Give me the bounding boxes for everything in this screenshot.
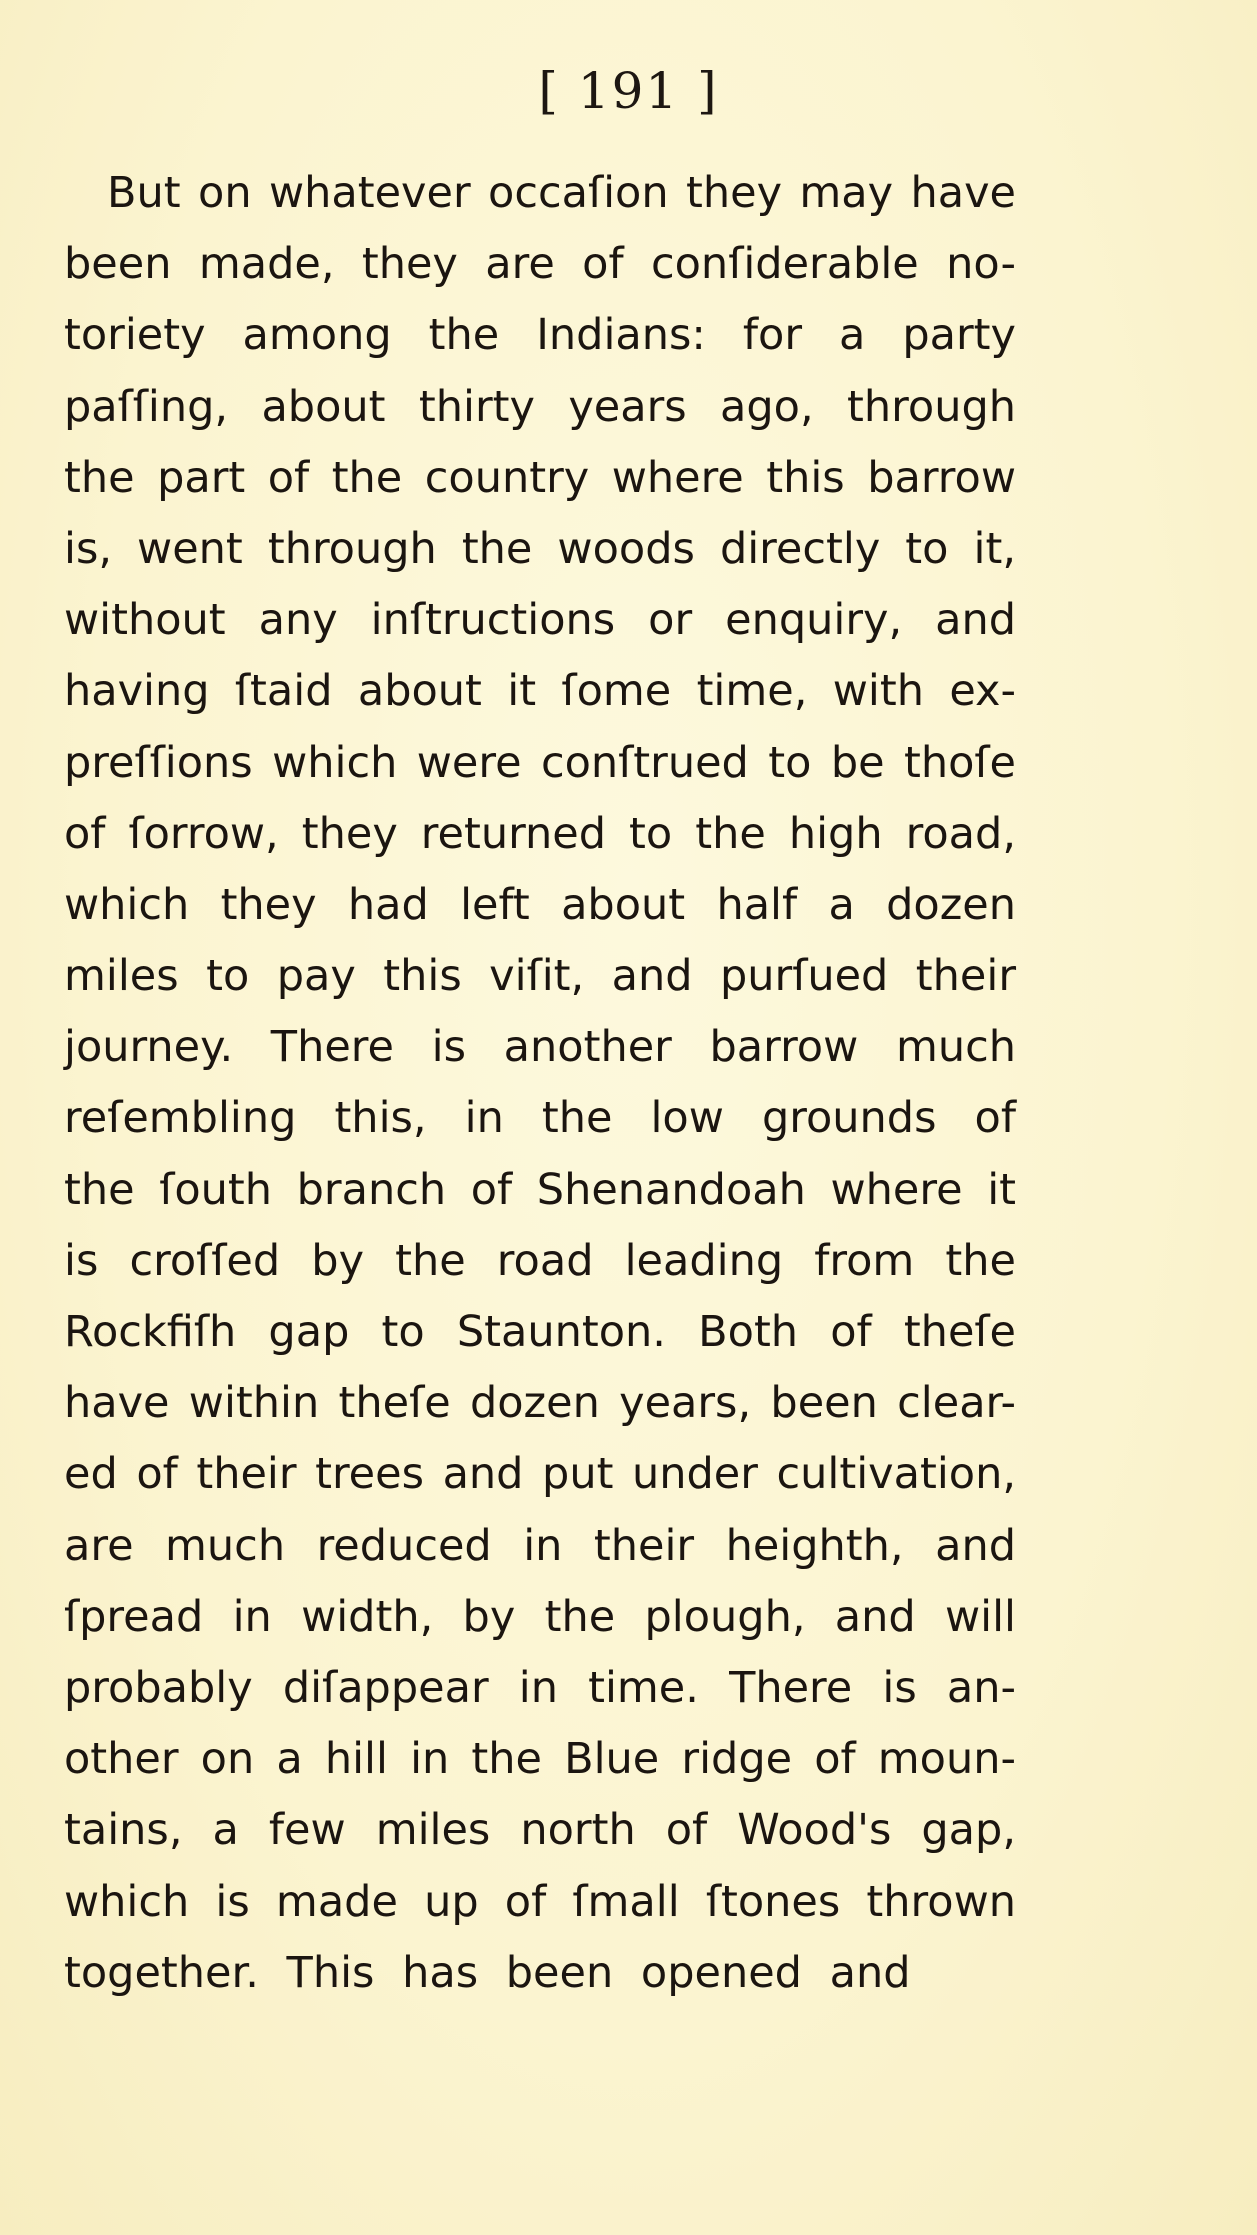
text-line: of ſorrow, they returned to the high road, [64, 808, 1016, 859]
text-line: other on a hill in the Blue ridge of moun- [64, 1734, 1016, 1785]
text-line: which is made up of ſmall ſtones thrown [64, 1876, 1016, 1927]
text-line: preſſions which were conſtrued to be thoſe [64, 737, 1016, 788]
text-line: is croſſed by the road leading from the [64, 1235, 1016, 1286]
text-line: toriety among the Indians: for a party [64, 310, 1016, 361]
text-line: together. This has been opened and [64, 1947, 911, 1998]
text-line: ed of their trees and put under cultivation, [64, 1449, 1016, 1500]
text-line: been made, they are of conſiderable no- [64, 239, 1016, 290]
text-line: Rockfiſh gap to Staunton. Both of theſe [64, 1307, 1016, 1357]
text-line: without any inſtructions or enquiry, and [64, 595, 1016, 646]
text-line: which they had left about half a dozen [64, 879, 1016, 930]
text-line: have within theſe dozen years, been clear- [64, 1378, 1016, 1429]
text-line: is, went through the woods directly to it, [64, 523, 1016, 574]
text-line: But on whatever occaſion they may have [107, 168, 1016, 218]
text-line: are much reduced in their heighth, and [64, 1520, 1016, 1571]
page-number: [ 191 ] [538, 62, 719, 120]
text-line: paſſing, about thirty years ago, through [64, 381, 1016, 432]
text-line: the ſouth branch of Shenandoah where it [64, 1164, 1016, 1215]
text-line: the part of the country where this barrow [64, 452, 1016, 503]
text-line: tains, a few miles north of Wood's gap, [64, 1805, 1016, 1856]
body-text [64, 158, 1016, 2009]
text-line: reſembling this, in the low grounds of [64, 1093, 1016, 1144]
text-line: ſpread in width, by the plough, and will [64, 1591, 1016, 1642]
text-line: probably diſappear in time. There is an- [64, 1662, 1016, 1713]
text-line: journey. There is another barrow much [64, 1022, 1016, 1073]
text-line: having ſtaid about it ſome time, with ex- [64, 666, 1016, 717]
text-line: miles to pay this viſit, and purſued their [64, 951, 1016, 1002]
